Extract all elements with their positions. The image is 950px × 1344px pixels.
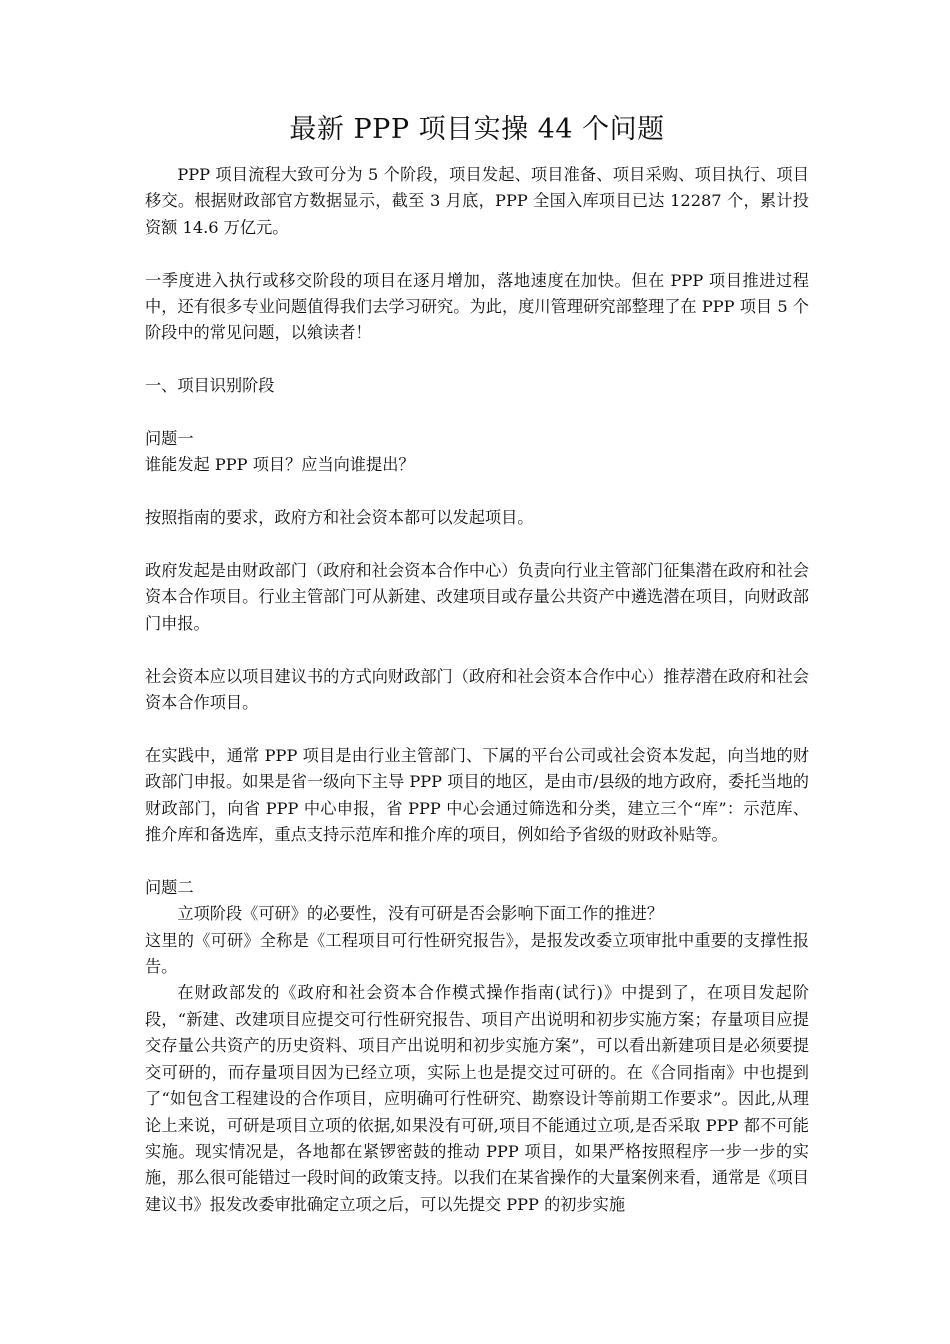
question-label: 问题二 bbox=[145, 877, 194, 897]
answer-paragraph: 在实践中，通常 PPP 项目是由行业主管部门、下属的平台公司或社会资本发起，向当地的财政部门申报。如果是省一级向下主导 PPP 项目的地区，是由市/县级的地方政府，委托当地的财政部门，向省 PPP 中心申报，省 PPP 中心会通过筛选和分类，建立三个“库”：示范库、推介库和备选库，重点支持示范库和推介库的项目，例如给予省级的财政补贴等。 bbox=[145, 745, 809, 845]
answer-paragraph: 在财政部发的《政府和社会资本合作模式操作指南(试行)》中提到了，在项目发起阶段，“新建、改建项目应提交可行性研究报告、项目产出说明和初步实施方案；存量项目应提交存量公共资产的历史资料、项目产出说明和初步实施方案”，可以看出新建项目是必须要提交可研的，而存量项目因为已经立项，实际上也是提交过可研的。在《合同指南》中也提到了“如包含工程建设的合作项目，应明确可行性研究、勘察设计等前期工作要求”。因此,从理论上来说，可研是项目立项的依据,如果没有可研,项目不能通过立项,是否采取 PPP 都不可能实施。现实情况是，各地都在紧锣密鼓的推动 PPP 项目，如果严格按照程序一步一步的实施，那么很可能错过一段时间的政策支持。以我们在某省操作的大量案例来看，通常是《项目建议书》报发改委审批确定立项之后，可以先提交 PPP 的初步实施 bbox=[145, 983, 809, 1214]
progress-paragraph: 一季度进入执行或移交阶段的项目在逐月增加，落地速度在加快。但在 PPP 项目推进过程中，还有很多专业问题值得我们去学习研究。为此，度川管理研究部整理了在 PPP 项目 5 个阶段中的常见问题，以飨读者！ bbox=[145, 270, 809, 343]
document-title: 最新 PPP 项目实操 44 个问题 bbox=[289, 114, 665, 145]
answer-paragraph: 社会资本应以项目建议书的方式向财政部门（政府和社会资本合作中心）推荐潜在政府和社会资本合作项目。 bbox=[145, 666, 809, 713]
intro-paragraph: PPP 项目流程大致可分为 5 个阶段，项目发起、项目准备、项目采购、项目执行、项目移交。根据财政部官方数据显示，截至 3 月底，PPP 全国入库项目已达 12287 个，累计投资额 14.6 万亿元。 bbox=[145, 165, 809, 237]
answer-paragraph: 按照指南的要求，政府方和社会资本都可以发起项目。 bbox=[145, 508, 534, 528]
paragraph-gap bbox=[145, 716, 809, 742]
answer-paragraph: 这里的《可研》全称是《工程项目可行性研究报告》，是报发改委立项审批中重要的支撑性报告。 bbox=[145, 930, 809, 977]
document-page bbox=[145, 108, 809, 1218]
paragraph-gap bbox=[145, 400, 809, 426]
paragraph-gap bbox=[145, 637, 809, 663]
paragraph-gap bbox=[145, 241, 809, 267]
answer-paragraph: 政府发起是由财政部门（政府和社会资本合作中心）负责向行业主管部门征集潜在政府和社会资本合作项目。行业主管部门可从新建、改建项目或存量公共资产中遴选潜在项目，向财政部门申报。 bbox=[145, 561, 809, 633]
paragraph-gap bbox=[145, 479, 809, 505]
question-text: 立项阶段《可研》的必要性，没有可研是否会影响下面工作的推进？ bbox=[177, 904, 664, 924]
paragraph-gap bbox=[145, 532, 809, 558]
paragraph-gap bbox=[145, 347, 809, 373]
question-text: 谁能发起 PPP 项目？应当向谁提出？ bbox=[145, 455, 415, 475]
section-heading: 一、项目识别阶段 bbox=[145, 376, 275, 396]
question-label: 问题一 bbox=[145, 429, 194, 449]
paragraph-gap bbox=[145, 848, 809, 874]
